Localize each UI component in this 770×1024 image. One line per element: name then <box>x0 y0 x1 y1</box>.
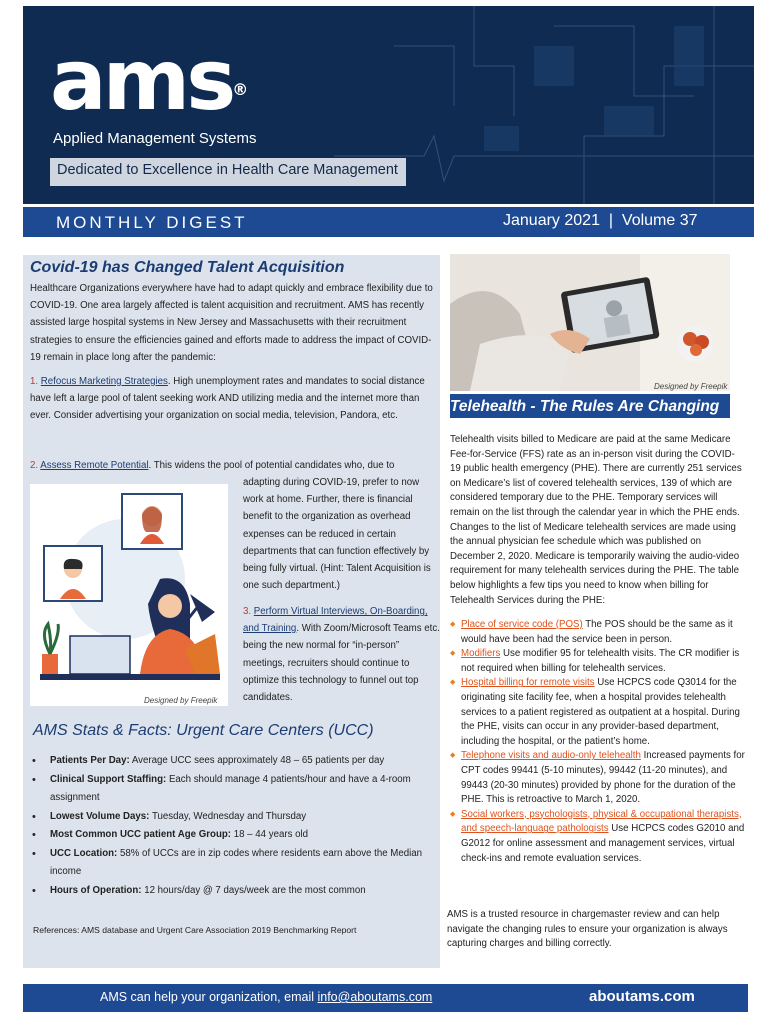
illustration-credit: Designed by Freepik <box>144 696 218 705</box>
digest-title: MONTHLY DIGEST <box>56 213 248 232</box>
stats-item: • Lowest Volume Days: Tuesday, Wednesday and Thursday <box>30 808 430 827</box>
telephone-visits-link[interactable]: Telephone visits and audio-only telehealth <box>461 750 641 762</box>
telehealth-heading: Telehealth - The Rules Are Changing <box>450 398 720 415</box>
email-link[interactable]: info@aboutams.com <box>317 990 433 1004</box>
stats-list <box>30 752 430 900</box>
covid-item-3: 3. Perform Virtual Interviews, On-Boarding, and Training. With Zoom/Microsoft Teams etc. being the new normal for “in-person” meetings, recruiters should continue to optimize this technology to funnel out top candidates. <box>243 606 440 704</box>
photo-credit: Designed by Freepik <box>654 382 728 391</box>
tip-item: ◆ Place of service code (POS) The POS should be the same as it would have been had the service been in person. <box>450 618 748 647</box>
stats-item: • Patients Per Day: Average UCC sees approximately 48 – 65 patients per day <box>30 752 430 771</box>
covid-item-2-body: adapting during COVID-19, prefer to now work at home. Further, there is financial benefit to the organization as overhead expenses can be reduced in certain departments that can function effectively by being fully virtual. (Hint: Talent Acquisition is one such department.) <box>243 477 431 592</box>
references: References: AMS database and Urgent Care Association 2019 Benchmarking Report <box>33 925 357 935</box>
company-name: Applied Management Systems <box>53 130 257 147</box>
telehealth-tips <box>450 618 748 866</box>
website-url[interactable]: aboutams.com <box>589 988 695 1005</box>
modifiers-link[interactable]: Modifiers <box>461 648 501 660</box>
tip-item: ◆ Social workers, psychologists, physical & occupational therapists, and speech-language pathologists Use HCPCS codes G2010 and G2012 for online assessment and management services, virtual check-ins and remote evaluation services. <box>450 808 748 866</box>
stats-item: • Hours of Operation: 12 hours/day @ 7 days/week are the most common <box>30 882 430 901</box>
refocus-marketing-link[interactable]: Refocus Marketing Strategies <box>40 376 168 387</box>
issue-date: January 2021 | Volume 37 <box>503 212 698 229</box>
stats-item: • UCC Location: 58% of UCCs are in zip codes where residents earn above the Median income <box>30 845 430 882</box>
footer-contact: AMS can help your organization, email info@aboutams.com <box>100 990 433 1004</box>
closing-paragraph: AMS is a trusted resource in chargemaster review and can help navigate the changing rules to ensure your organization is always capturing charges and billing correctly. <box>447 909 728 950</box>
stats-item: • Clinical Support Staffing: Each should manage 4 patients/hour and have a 4-room assignment <box>30 771 430 808</box>
ams-logo: ams® <box>50 31 249 129</box>
virtual-interviews-link[interactable]: Perform Virtual Interviews, On-Boarding, and Training <box>243 606 428 635</box>
stats-heading: AMS Stats & Facts: Urgent Care Centers (UCC) <box>33 722 374 739</box>
stats-item: • Most Common UCC patient Age Group: 18 – 44 years old <box>30 826 430 845</box>
covid-item-2: 2. Assess Remote Potential. This widens the pool of potential candidates who, due to <box>30 460 395 471</box>
tip-item: ◆ Modifiers Use modifier 95 for telehealth visits. The CR modifier is not required when billing for telehealth services. <box>450 647 748 676</box>
covid-heading: Covid-19 has Changed Talent Acquisition <box>30 259 345 276</box>
covid-item-1: 1. Refocus Marketing Strategies. High unemployment rates and mandates to social distance have left a large pool of talent seeking work AND utilizing media and the internet more than ever. Consider advertising your organization on social media, television, Pandora, etc. <box>30 376 425 422</box>
pos-code-link[interactable]: Place of service code (POS) <box>461 619 583 630</box>
assess-remote-link[interactable]: Assess Remote Potential <box>40 460 149 471</box>
tip-item: ◆ Telephone visits and audio-only telehealth Increased payments for CPT codes 99441 (5-10 minutes), 99442 (11-20 minutes), and 99443 (20-30 minutes) provided by phone for the duration of the PHE. This is retroactive to March 1, 2020. <box>450 749 748 807</box>
video-call-illustration <box>30 484 228 706</box>
tagline: Dedicated to Excellence in Health Care Management <box>57 162 398 178</box>
telehealth-photo <box>450 254 730 391</box>
hospital-billing-link[interactable]: Hospital billing for remote visits <box>461 677 595 689</box>
covid-intro: Healthcare Organizations everywhere have had to adapt quickly and embrace flexibility due to COVID-19. One area largely affected is talent acquisition and recruitment. AMS has recently assisted large hospital systems in New Jersey and Massachusetts with their recruitment strategies to ensure the efficiencies gained and efforts made to address the impact of COVID-19 remain in place long after the pandemic: <box>30 283 433 363</box>
social-workers-link[interactable]: Social workers, psychologists, physical & occupational therapists, and speech-language pathologists <box>461 808 742 835</box>
telehealth-body: Telehealth visits billed to Medicare are paid at the same Medicare Fee-for-Service (FFS) rate as an in-person visit during the COVID-19 public health emergency (PHE). There are currently 251 services on Medicare’s list of covered telehealth services, 139 of which are considered temporary due to the PHE. Temporary services will remain on the list through the calendar year in which the PHE ends. Changes to the list of Medicare telehealth services are made using the annual physician fee schedule which was published on December 2, 2020. Medicare is temporarily waiving the audio-video requirement for many telehealth services during the PHE. The table below highlights a few tips you need to know when billing for Telehealth Services during the PHE: <box>450 434 742 606</box>
tip-item: ◆ Hospital billing for remote visits Use HCPCS code Q3014 for the originating site facility fee, when a hospital provides telehealth services to a patient registered as outpatient at a hospital. During the PHE, visits can occur in any provider-based department, including the hospital, or the patient’s home. <box>450 676 748 749</box>
